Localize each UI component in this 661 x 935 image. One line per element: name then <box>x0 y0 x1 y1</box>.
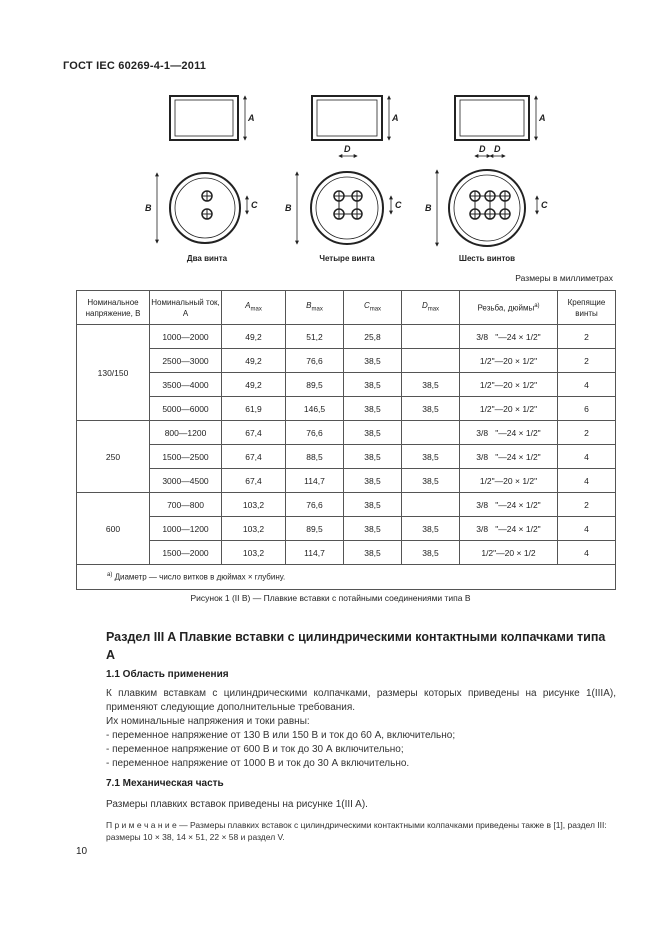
caption-six-screws: Шесть винтов <box>458 254 516 263</box>
cell-b: 76,6 <box>286 349 344 373</box>
cell-thread: 1/2"—20 × 1/2 <box>460 541 558 565</box>
cell-current: 3500—4000 <box>150 373 222 397</box>
cell-current: 1500—2500 <box>150 445 222 469</box>
caption-four-screws: Четыре винта <box>319 254 375 263</box>
figure-caption: Рисунок 1 (II B) — Плавкие вставки с потайными соединениями типа B <box>190 593 471 603</box>
note-label: П р и м е ч а н и е <box>106 820 177 830</box>
table-row <box>77 349 616 373</box>
table-row <box>77 445 616 469</box>
cell-b: 89,5 <box>286 517 344 541</box>
dim-b-label: B <box>425 203 432 213</box>
cell-screws: 4 <box>558 445 616 469</box>
heading-scope: 1.1 Область применения <box>106 669 229 680</box>
cell-b: 89,5 <box>286 373 344 397</box>
cell-a: 67,4 <box>222 445 286 469</box>
cell-voltage: 130/150 <box>77 325 150 421</box>
page-number: 10 <box>76 846 88 857</box>
cell-screws: 4 <box>558 541 616 565</box>
table-header-row <box>77 291 616 325</box>
cell-a: 103,2 <box>222 493 286 517</box>
header-b-max: $B_{max}$ <box>286 291 344 325</box>
fuse-figure <box>135 86 555 266</box>
cell-current: 1500—2000 <box>150 541 222 565</box>
dim-b-label: B <box>285 203 292 213</box>
units-note: Размеры в миллиметрах <box>515 273 613 283</box>
cell-current: 2500—3000 <box>150 349 222 373</box>
table-row <box>77 469 616 493</box>
dim-a-label: A <box>539 113 546 123</box>
cell-a: 49,2 <box>222 349 286 373</box>
side-view-two <box>170 96 255 140</box>
cell-thread: 3/8 "—24 × 1/2" <box>460 325 558 349</box>
header-thread: Резьба, дюймы$^{a)}$ <box>460 291 558 325</box>
cell-d <box>402 493 460 517</box>
cell-b: 51,2 <box>286 325 344 349</box>
cell-d: 38,5 <box>402 397 460 421</box>
header-current: Номинальный ток, А <box>150 291 222 325</box>
cell-c: 25,8 <box>344 325 402 349</box>
table-footnote-row <box>77 565 616 590</box>
cell-c: 38,5 <box>344 469 402 493</box>
scope-list-item: - переменное напряжение от 600 В и ток до 30 А включительно; <box>106 744 404 755</box>
cell-current: 5000—6000 <box>150 397 222 421</box>
cell-d <box>402 325 460 349</box>
cell-c: 38,5 <box>344 445 402 469</box>
cell-d: 38,5 <box>402 469 460 493</box>
cell-a: 67,4 <box>222 469 286 493</box>
table-row <box>77 325 616 349</box>
header-d-max: $D_{max}$ <box>402 291 460 325</box>
dim-b-label: B <box>145 203 152 213</box>
cell-screws: 4 <box>558 373 616 397</box>
cell-c: 38,5 <box>344 517 402 541</box>
table-row <box>77 421 616 445</box>
caption-two-screws: Два винта <box>186 254 228 263</box>
cell-b: 114,7 <box>286 469 344 493</box>
top-view-six <box>425 144 548 263</box>
cell-c: 38,5 <box>344 421 402 445</box>
cell-a: 61,9 <box>222 397 286 421</box>
cell-current: 3000—4500 <box>150 469 222 493</box>
cell-thread: 1/2"—20 × 1/2" <box>460 373 558 397</box>
header-c-max: $C_{max}$ <box>344 291 402 325</box>
cell-a: 67,4 <box>222 421 286 445</box>
cell-d <box>402 421 460 445</box>
cell-d: 38,5 <box>402 373 460 397</box>
cell-a: 103,2 <box>222 517 286 541</box>
scope-list-item: - переменное напряжение от 1000 В и ток до 30 А включительно. <box>106 758 410 769</box>
cell-a: 103,2 <box>222 541 286 565</box>
dimensions-table <box>76 290 616 590</box>
mechanical-paragraph: Размеры плавких вставок приведены на рисунке 1(III A). <box>106 799 368 810</box>
cell-thread: 1/2"—20 × 1/2" <box>460 469 558 493</box>
cell-a: 49,2 <box>222 325 286 349</box>
cell-c: 38,5 <box>344 541 402 565</box>
cell-thread: 3/8 "—24 × 1/2" <box>460 445 558 469</box>
header-voltage: Номинальное напряжение, В <box>77 291 150 325</box>
dim-d-label: D <box>479 144 486 154</box>
dim-c-label: C <box>251 200 258 210</box>
cell-d: 38,5 <box>402 541 460 565</box>
cell-screws: 2 <box>558 493 616 517</box>
cell-b: 76,6 <box>286 493 344 517</box>
table-row <box>77 493 616 517</box>
table-row <box>77 541 616 565</box>
cell-c: 38,5 <box>344 493 402 517</box>
side-view-six <box>455 96 546 140</box>
cell-thread: 3/8 "—24 × 1/2" <box>460 421 558 445</box>
section-title: Раздел III A Плавкие вставки с цилиндрическими контактными колпачками типа A <box>106 630 606 662</box>
cell-b: 76,6 <box>286 421 344 445</box>
cell-b: 114,7 <box>286 541 344 565</box>
cell-screws: 4 <box>558 469 616 493</box>
dim-a-label: A <box>248 113 255 123</box>
table-row <box>77 373 616 397</box>
cell-thread: 3/8 "—24 × 1/2" <box>460 493 558 517</box>
cell-c: 38,5 <box>344 373 402 397</box>
table-row <box>77 517 616 541</box>
cell-d: 38,5 <box>402 445 460 469</box>
scope-list-item: - переменное напряжение от 130 В или 150 В и ток до 60 А, включительно; <box>106 730 456 741</box>
cell-d: 38,5 <box>402 517 460 541</box>
cell-current: 1000—1200 <box>150 517 222 541</box>
cell-screws: 4 <box>558 517 616 541</box>
header-screws: Крепящие винты <box>558 291 616 325</box>
dim-c-label: C <box>395 200 402 210</box>
dim-d-label: D <box>344 144 351 154</box>
cell-current: 1000—2000 <box>150 325 222 349</box>
cell-current: 800—1200 <box>150 421 222 445</box>
dim-a-label: A <box>392 113 399 123</box>
cell-thread: 1/2"—20 × 1/2" <box>460 349 558 373</box>
side-view-four <box>312 96 399 140</box>
cell-screws: 2 <box>558 421 616 445</box>
cell-current: 700—800 <box>150 493 222 517</box>
dim-c-label: C <box>541 200 548 210</box>
cell-a: 49,2 <box>222 373 286 397</box>
table-footnote: $^{a)}$ Диаметр — число витков в дюймах × глубину. <box>77 565 616 590</box>
header-a-max: $A_{max}$ <box>222 291 286 325</box>
top-view-four <box>285 144 402 263</box>
note-text: — Размеры плавких вставок с цилиндрическими контактными колпачками приведены также в [1], раздел III: размеры 10 × 38, 14 × 51, 22 × 58 и раздел V. <box>106 820 607 842</box>
cell-screws: 6 <box>558 397 616 421</box>
top-view-two <box>145 173 258 263</box>
scope-list-intro: Их номинальные напряжения и токи равны: <box>106 716 310 727</box>
cell-d <box>402 349 460 373</box>
cell-b: 146,5 <box>286 397 344 421</box>
table-row <box>77 397 616 421</box>
cell-b: 88,5 <box>286 445 344 469</box>
cell-thread: 1/2"—20 × 1/2" <box>460 397 558 421</box>
scope-paragraph: К плавким вставкам с цилиндрическими колпачками, размеры которых приведены на рисунке 1(IIIA), применяют следующие дополнительные требования. <box>106 688 616 713</box>
cell-c: 38,5 <box>344 397 402 421</box>
cell-voltage: 600 <box>77 493 150 565</box>
dim-d-label: D <box>494 144 501 154</box>
cell-c: 38,5 <box>344 349 402 373</box>
document-header: ГОСТ IEC 60269-4-1—2011 <box>63 60 207 72</box>
cell-voltage: 250 <box>77 421 150 493</box>
cell-screws: 2 <box>558 325 616 349</box>
cell-thread: 3/8 "—24 × 1/2" <box>460 517 558 541</box>
heading-mechanical: 7.1 Механическая часть <box>106 778 224 789</box>
note <box>106 819 616 843</box>
cell-screws: 2 <box>558 349 616 373</box>
